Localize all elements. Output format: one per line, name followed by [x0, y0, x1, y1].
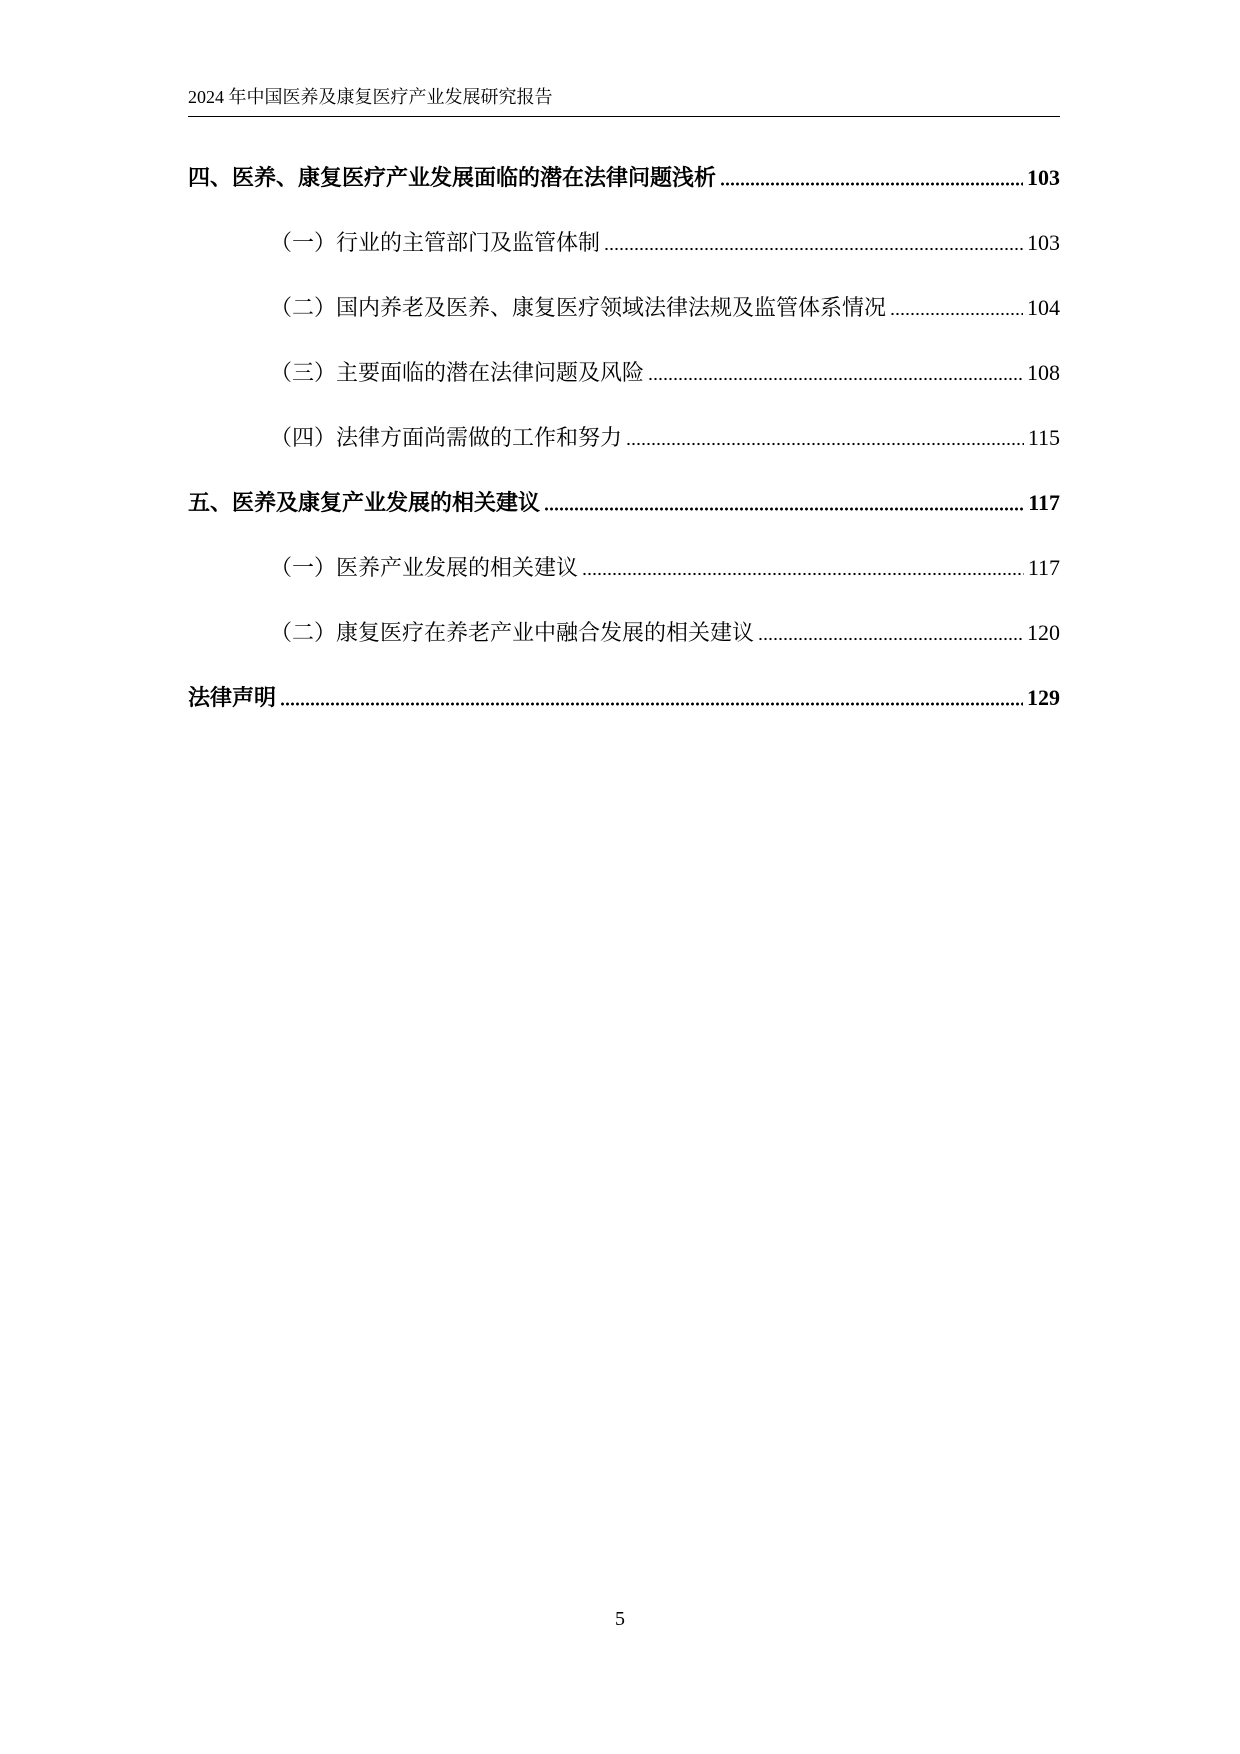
toc-entry-page: 120: [1027, 620, 1060, 645]
dot-leader: [758, 637, 1023, 641]
toc-entry-label: （二）国内养老及医养、康复医疗领域法律法规及监管体系情况: [270, 295, 887, 320]
toc-entry-page: 103: [1027, 230, 1060, 255]
dot-leader: [648, 377, 1023, 381]
toc-entry-label: 五、医养及康复产业发展的相关建议: [188, 490, 541, 515]
toc-entry-section-5-2[interactable]: [270, 616, 1060, 648]
dot-leader: [582, 572, 1024, 576]
toc-entry-label: （一）行业的主管部门及监管体制: [270, 230, 601, 255]
dot-leader: [626, 442, 1024, 446]
dot-leader: [280, 702, 1023, 706]
report-title: 2024 年中国医养及康复医疗产业发展研究报告: [188, 87, 553, 107]
toc-entry-page: 129: [1027, 685, 1060, 710]
toc-entry-page: 104: [1027, 295, 1060, 320]
toc-entry-section-5[interactable]: [188, 486, 1060, 518]
toc-entry-page: 103: [1027, 165, 1060, 190]
dot-leader: [544, 507, 1024, 511]
dot-leader: [890, 312, 1023, 316]
toc-entry-section-5-1[interactable]: [270, 551, 1060, 583]
table-of-contents: [0, 0, 1240, 760]
toc-entry-section-4[interactable]: [188, 161, 1060, 193]
dot-leader: [604, 247, 1023, 251]
toc-entry-label: （一）医养产业发展的相关建议: [270, 555, 579, 580]
toc-entry-legal-statement[interactable]: [188, 681, 1060, 713]
toc-entry-section-4-2[interactable]: [270, 291, 1060, 323]
toc-entry-page: 117: [1028, 490, 1060, 515]
toc-entry-page: 115: [1027, 425, 1060, 450]
page-number: 5: [615, 1608, 625, 1630]
toc-entry-section-4-4[interactable]: [270, 421, 1060, 453]
toc-entry-label: 法律声明: [188, 685, 277, 710]
toc-entry-section-4-1[interactable]: [270, 226, 1060, 258]
toc-entry-page: 108: [1027, 360, 1060, 385]
toc-entry-label: 四、医养、康复医疗产业发展面临的潜在法律问题浅析: [188, 165, 717, 190]
toc-entry-page: 117: [1027, 555, 1060, 580]
toc-entry-label: （二）康复医疗在养老产业中融合发展的相关建议: [270, 620, 755, 645]
toc-entry-section-4-3[interactable]: [270, 356, 1060, 388]
toc-entry-label: （四）法律方面尚需做的工作和努力: [270, 425, 623, 450]
toc-entry-label: （三）主要面临的潜在法律问题及风险: [270, 360, 645, 385]
dot-leader: [720, 182, 1023, 186]
